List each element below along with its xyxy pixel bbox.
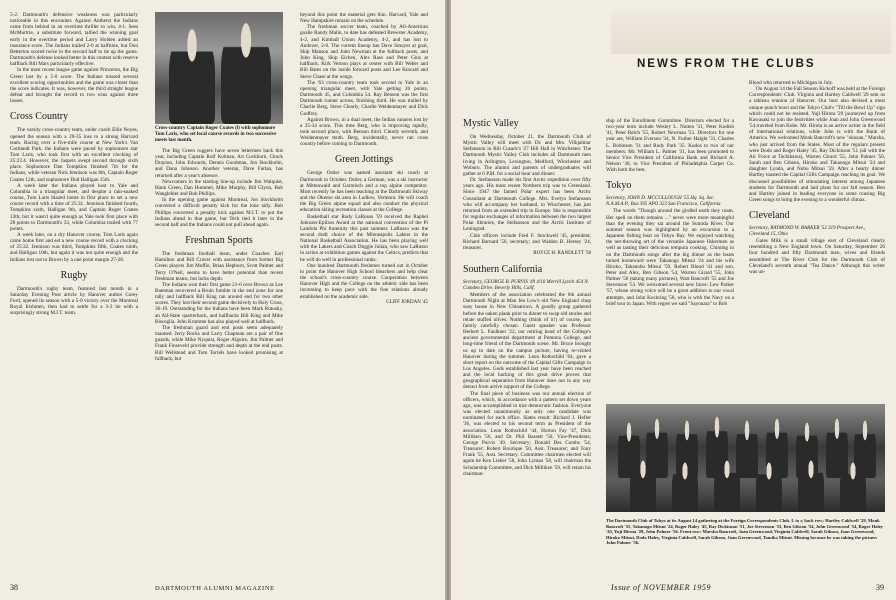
paragraph: In the most recent league game against Princeton, the Big Green lost by a 5-0 score. The Indians missed several excellent scoring opportunities and the game was closer than the score indicates. It was, however, the third straight league defeat and brought the record to two wins against three losses. <box>10 67 138 105</box>
section-heading-mystic-valley: Mystic Valley <box>463 118 519 129</box>
paragraph: A week later, on a dry Hanover course, Tom Laris again came home first and set a new course record with a clocking of 25:32. Jennison was third, Tompkins fifth, Coates ninth, and Halligan 10th, but again it was not quite enough and the Indians lost out to Brown by a one point margin 27-28. <box>10 232 138 263</box>
runners-photo <box>155 12 283 124</box>
left-page <box>0 0 445 600</box>
club-officer: Secretary, GEORGE B. PURVIS '49 4/10 Merrill Lynch 454 N. Camden Drive, Beverly Hills, Calif. <box>463 280 589 292</box>
tokyo-club-group-photo <box>606 404 885 512</box>
section-heading-cross-country: Cross Country <box>10 111 69 123</box>
paragraph: In the opening game against Montreal, Jon Stockholm converted a difficult penalty kick for the lone tally. Bob Phillips converted a penalty kick against M.I.T. to put the Indians ahead in that game, but Tech tied it later in the second half and the Indians could not pull ahead again. <box>155 197 283 228</box>
paragraph: The Indians won their first game 21-6 over Brown as Lee Bateman recovered a Bruin fumble in the end zone for one tally and halfback Bill King ran around end for two other scores. They lost their second game decisively to Holy Cross, 36-19. Outstanding for the Indians have been Mark Rutosky, an All-State quarterback, and halfbacks Bill King and Mike Bisceglia. John Krumme has also played well at halfback. <box>155 281 283 325</box>
paragraph: The freshman guard and end posts seem adequately manned. Jerry Rocks and Larry Chapman are a pair of fine guards, while Mike Nyquist, Roger Alguire, Jim Palmer and Frank Finseveld provide strength and depth at the end posts. Bill Wellstead and Tom Torrels have looked promising at fullback, but <box>155 324 283 362</box>
news-from-the-clubs-header: NEWS FROM THE CLUBS <box>637 58 816 70</box>
left-column-3 <box>300 12 428 306</box>
paragraph: The freshman soccer team, coached by All-American goalie Randy Malin, to date has defeated Brewster Academy, 4-2, and Kimball Union Academy, 4-2, and has lost to Andover, 2-0. The current lineup has Dave Smoyer at goal, Skip Manson and John Newman at the fullback posts, and John King, Skip Eichen, Alex Rass and Peter Gins at halfback. Kirk Vernon plays at center with Bill Weber and Bill Bates on the inside forward posts and Lee Kincaid and Steve Chase at the wings. <box>300 24 428 80</box>
paragraph: 5-2. Dartmouth's defensive weakness was particularly noticeable in this encounter. Against Amherst the Indians came from behind in an overtime thriller to win, 4-1. Sees McMurtrie, a substitute forward, tallied the winning goal early in the overtime period and Larry Holden added an insurance score. The Indians trailed 2-0 at halftime, but Don Betterton scored twice in the second half to tie up the game. Dartmouth's defense looked better in this contest with reserve halfback Bill Mars particularly effective. <box>10 12 138 68</box>
right-page <box>451 0 896 600</box>
paragraph: Club officers include Fred F. Stockwell '45, president; Richard Barnard '50, secretary; and Waldon B. Hersey '24, treasurer. <box>463 232 591 251</box>
paragraph: Gates Milk is a small village east of Cleveland clearly resembling a New England town. On Saturday, September 26 four hundred and fifty Dartmouth men, wives and friends assembled at The River Club for the Dartmouth Club of Cleveland's seventh annual "Tea Dance." Although this writer was un- <box>749 238 885 275</box>
paragraph: beyond this point the material gets thin. Harvard, Yale and New Hampshire remain on the schedule. <box>300 12 428 25</box>
section-heading-freshman-sports: Freshman Sports <box>185 235 253 247</box>
header-band <box>611 10 891 54</box>
paragraph: Dartmouth's rugby team, featured last month in a Saturday Evening Post article by Hanover author Corey Ford, opened its season with a 5-0 victory over the Montreal Royal Irishmen, then had to settle for a 3-3 tie with a surprisingly strong M.I.T. team. <box>10 285 138 317</box>
paragraph: The words "Though around the girdled earth they roam. Her spell on them remains ..." never were more meaningful than the evening they sat around the Sumida River. Our summer season was highlighted by an excursion to a Japanese fishing boat on Tokyo Bay. We enjoyed watching the net-throwing art of the versatile Japanese fishermen as well as tasting their delicious tempura cooking. Chiming in on the Dartmouth songs after the big dinner as the boats turned homeward were Takanogo Mitsui '24 and his wife Hiroko, Takanobu Mitsui '59, Robert Blood '41 and son, Peter and Alex, Ben Gibson '54, Warren Girard '55, John Palmer '56 (taking many pictures), Watt Bancroft '55 and Joe Stevenson '53. We welcomed several new faces: Lew Parker '57, whose strong voice will be a great addition to our vocal attempts, and John Kochring '58, who is with the Navy on a brief tour in Japan. With regret we said "Sayonara" to Bob <box>606 208 734 307</box>
right-column-2 <box>606 118 734 307</box>
footer-magazine-title: DARTMOUTH ALUMNI MAGAZINE <box>155 585 275 592</box>
club-officer: Secretary, JOHN D. MCCULLOUGH '55 Hq. Sq. Sec. N.A.M.A.P., Box 395 APO 323 San Francisco, California <box>606 196 721 208</box>
photo-caption: Cross-country Captain Roger Coates (l) with sophomore Tom Laris, who set local course records in two successive meets last month. <box>155 126 277 143</box>
paragraph: Against Brown, in a dual meet, the Indian runners lost by a 25-34 score. This time Berg, who is improving rapidly, took second place, with Benson third. Clearly seventh, and Weidenmayer tenth. Berg, incidentally, never ran cross country before coming to Dartmouth. <box>300 116 428 148</box>
section-heading-cleveland: Cleveland <box>749 210 790 222</box>
section-heading-tokyo: Tokyo <box>606 180 632 192</box>
paragraph: Members of the association celebrated the 6th annual Dartmouth Night at Man Jen Low's old New England chop suey house in New Chinatown. A goodly group gathered before the oaken plank prior to dinner to swap old stories and relate stuffed olives. Nothing (think of it!) of course, just family carefully chosen. Guest speaker was Professor Herbert L. Faulkner '22, our retiring head of the College's ancient governmental department at Pomona College, and long-time friend of the Dartmouth scene. Mr. Bruce brought us up to date on the campus picture, having re-visited Hanover during the summer. Leon Rothschild '64, gave a short report on the outcome of the Capital Gifts Campaign in Los Angeles. Gods established last year have been reached and the local backing of this great drive proves that geographical separation from Hanover does not in any way detract from active support of the College. <box>463 292 591 391</box>
paragraph: Basketball star Rudy LaRusso '59 received the Raphel Johnson-Epilion Award at the national convention of the Pi Lambda Phi fraternity this past summer. LaRusso was the second draft choice of the Minneapolis Lakers in the National Basketball Association. He has been playing well with the Lakers and Coach Doggie Julian, who saw LaRusso in action at exhibition games against the Celtics, predicts that he will do well in professional ranks. <box>300 213 428 263</box>
page-number-left: 38 <box>10 583 18 592</box>
page-number-right: 39 <box>876 583 884 592</box>
paragraph: Dr. Stefansson made his first Arctic expedition over fifty years ago. His most recent Northern trip was to Greenland. Since 1947 the famed Polar expert has been Arctic Consultant at Dartmouth College. Mrs. Evelyn Stefansson who will accompany her husband, to Winchester, has just returned from an extended trip to Europe. She is responsible for regular exchanges of information between the two largest Polar libraries, the Stefansson and the Arctic Institute of Leningrad. <box>463 177 591 233</box>
paragraph: The varsity cross-country team, under coach Ellie Noyes, opened the season with a 20-35 loss to a strong Harvard team. Racing over a five-mile course at New York's Van Cortlandt Park, the Indians were paced by sophomore star Tom Laris, who took first with an excellent clocking of 25:23.4. However, the Jaspers swept second through sixth place. Sophomore Dan Tompkins finished 7th for the Indians, while veteran Nick Jennison was 8th, Captain Roger Coates 12th, and sophomore Dud Halligan 15th. <box>10 127 138 183</box>
paragraph: Newcomers in the starting line-up include Jim Walquist, Hank Green, Dan Hummel, Mike Murphy, Bill Glynn, Bob Wanglehler and Bob Phillips. <box>155 178 283 198</box>
paragraph: ship of the Enrollment Committee. Directors elected for a two-year term include Wesley L. Nutten '31, Peter Kodish '41, Peter Reich '55, Robert Newman '53. Directors for one year are, William Everson '34, N. Furber Haight '31, Charles L. Robinson '31 and Rudy Park '35. Kudos to two of our members: Mr. William L. Palmer '31, has been promoted to Senior Vice President of California Bank and Richard A. Nelson '38, to Vice President of Philadelphia Carpet Co. Wish both the best. <box>606 118 734 174</box>
right-column-1 <box>463 118 591 477</box>
paragraph: The freshman football team, under Coaches Earl Hamilton and Bill Craver with assistance from former Big Green players Jim Moffie, Brian Hepburn, Scott Palmer and Terry O'Neil, seems to have better potential than recent freshman teams, but lacks depth. <box>155 251 283 282</box>
left-column-1 <box>10 12 138 317</box>
group-photo-caption: The Dartmouth Club of Tokyo at its August 14 gathering at the Foreign Correspondents Club. L to r, back row: Hartley Caldwell '29, Monk Bancroft '55, Takanogo Mitsui '24, Roger Haley '45, Ray Dickinson '51, Joe Stevenson '53, Ben Gibson '54, John Greenwood '54, Roger Haley '45, Yuji Hirota '29, John Palmer '56. Front row: Marsha Bancroft, Joan Greenwood, Virginia Caldwell, Sarah Gibson, Joan Greenwood, Hiroko Mitsui, Dodo Haley, Virginia Caldwell, Sarah Gibson, Joan Greenwood, Tamiko Mitsui. Missing because he was taking the picture: John Palmer '56. <box>606 518 884 545</box>
section-heading-green-jottings: Green Jottings <box>334 154 394 166</box>
right-column-3 <box>749 80 885 275</box>
paragraph: The '63 cross-country team took second to Yale in an opening triangular meet, with Yale getting 26 points, Dartmouth 45, and Columbia 54. Ray Benson was the first Dartmouth runner across, finishing third. He was trailed by Charlie Berg, Steve Clearly, Charlie Weidenmayer and Dick Godfrey. <box>300 79 428 117</box>
paragraph: The Big Green ruggers have seven lettermen back this year, including Captain Rolf Kolman, Art Cockburn, Chuck Drayton, John Edwards, Dennis Goodman, Jon Stockholm, and Dana Johnson. Another veteran, Dave Farlan, has returned after a year's absence. <box>155 148 283 179</box>
section-heading-rugby: Rugby <box>60 269 88 281</box>
paragraph: One hundred Dartmouth freshmen turned out in October to point the Hanover High School bleachers and help clear the school's cross-country course. Cooperation between Hanover High and the College on the athletic side has been increasing to keep pace with the fine relations already established on the academic side. <box>300 262 428 300</box>
paragraph: A week later the Indians played host to Yale and Columbia in a triangular meet, and despite a rain-soaked course, Tom Laris blazed home in first place to set a new course record with a time of 25:31. Jennison finished fourth, Tompkins sixth, Halligan 9th, and Captain Roger Coates 13th; but it wasn't quite enough as Yale took first place with 28 points to Dartmouth's 33, while Columbia trailed with 77 points. <box>10 182 138 232</box>
author-signature: ROYCE H. RANDLETT '58 <box>533 250 591 256</box>
author-signature: CLIFF JORDAN '45 <box>386 299 428 305</box>
left-column-2 <box>155 12 283 362</box>
paragraph: George Ostler was named assistant ski coach at Dartmouth in October. Ostler, a German, was a ski instructor at Mittenwald and Garmisch and a top alpine competitor. Most recently he has been teaching at the Dartmouth Skiway and the Okemo ski area in Ludlow, Vermont. He will coach the Big Green alpine squad and also conduct the physical education skiing recreation classes at the College. <box>300 170 428 214</box>
paragraph: The final piece of business was our annual election of officers, which, in accordance with a pattern set down years ago, was accomplished in true democratic fashion. Everyone was elected unanimously as only one candidate was nominated for each office. Slates result: Richard J. Hefler '36, was elected to his second term as President of the association. Leon Rothschild '44, Horton Fay '47, Dick Milliken '56, and Dr. Phil Bassett '50, Vice-Presidents; George Purvis '49, Secretary; Donald Des Combs '54, Treasurer; Robert Bourique '50, Asst. Treasurer; and Tony Frank '55, Asst. Secretary. Committee chairmen elected will again be Ken Lieber '58, John Lyman '58, will chairman the Scholarship Committee, and Dick Milliken '59, will retain his chairman- <box>463 390 592 477</box>
footer-issue: Issue of NOVEMBER 1959 <box>611 583 712 592</box>
club-officer: Secretary, RAYMOND W. BARKER '52 319 Prospect Ave., Cleveland 15, Ohio <box>749 226 866 238</box>
paragraph: On Wednesday, October 21, the Dartmouth Club of Mystic Valley will meet with Dr. and Mrs. Vilhjalmur Stefansson in Bill Cusack's '27 Hill Hall in Winchester. The Dartmouth Mystic Valley Club includes all Dartmouth men living in Arlington, Lexington, Medford, Winchester and Woburn. The alumni and parents of undergraduates will gather at 6 P.M. for a social hour and dinner. <box>463 134 591 177</box>
section-heading-southern-california: Southern California <box>463 264 543 276</box>
paragraph: On August 14 the Fall Season Kickoff was held at the Foreign Correspondents' Club. Virginia and Hartley Caldwell '29 sent us a tableau reunion of Hanover. Our host also devised a most unique punch bowl and the Tokyo Club's "Till the Bowl Up" sign which could not be resisted. Yuji Hirota '29 journeyed up from Kawasaki to join the festivities while Joan and John Greenwood '54 traveled from Kobe. Mr. Hirota is an active writer in the field of international relations, while John is with the Bank of America. We welcomed Monk Bancroft's new "okusan," Marsha, who just arrived from the States. Most of the regulars present were Dodo and Roger Haley '45, Ray Dickinson '51 (all with the Air Force at Tachikawa), Warren Girard '55, John Palmer '56, Sarah and Ben Gibson, Hiroko and Takanogo Mitsui '24 and daughter Lynda, and Nobu Mitsui '59. After a hearty dinner Hartley toasted the Capital Gifts Campaign reaching its goal. We discussed possibilities of stimulating interest among Japanese students for Dartmouth and laid plans for our fall season. Ben and Hartley joined in leading everyone in some rousing Big Green songs to bring the evening to a wonderful climax. <box>749 86 885 203</box>
paragraph: Blood who returned to Michigan in July. <box>749 80 834 86</box>
